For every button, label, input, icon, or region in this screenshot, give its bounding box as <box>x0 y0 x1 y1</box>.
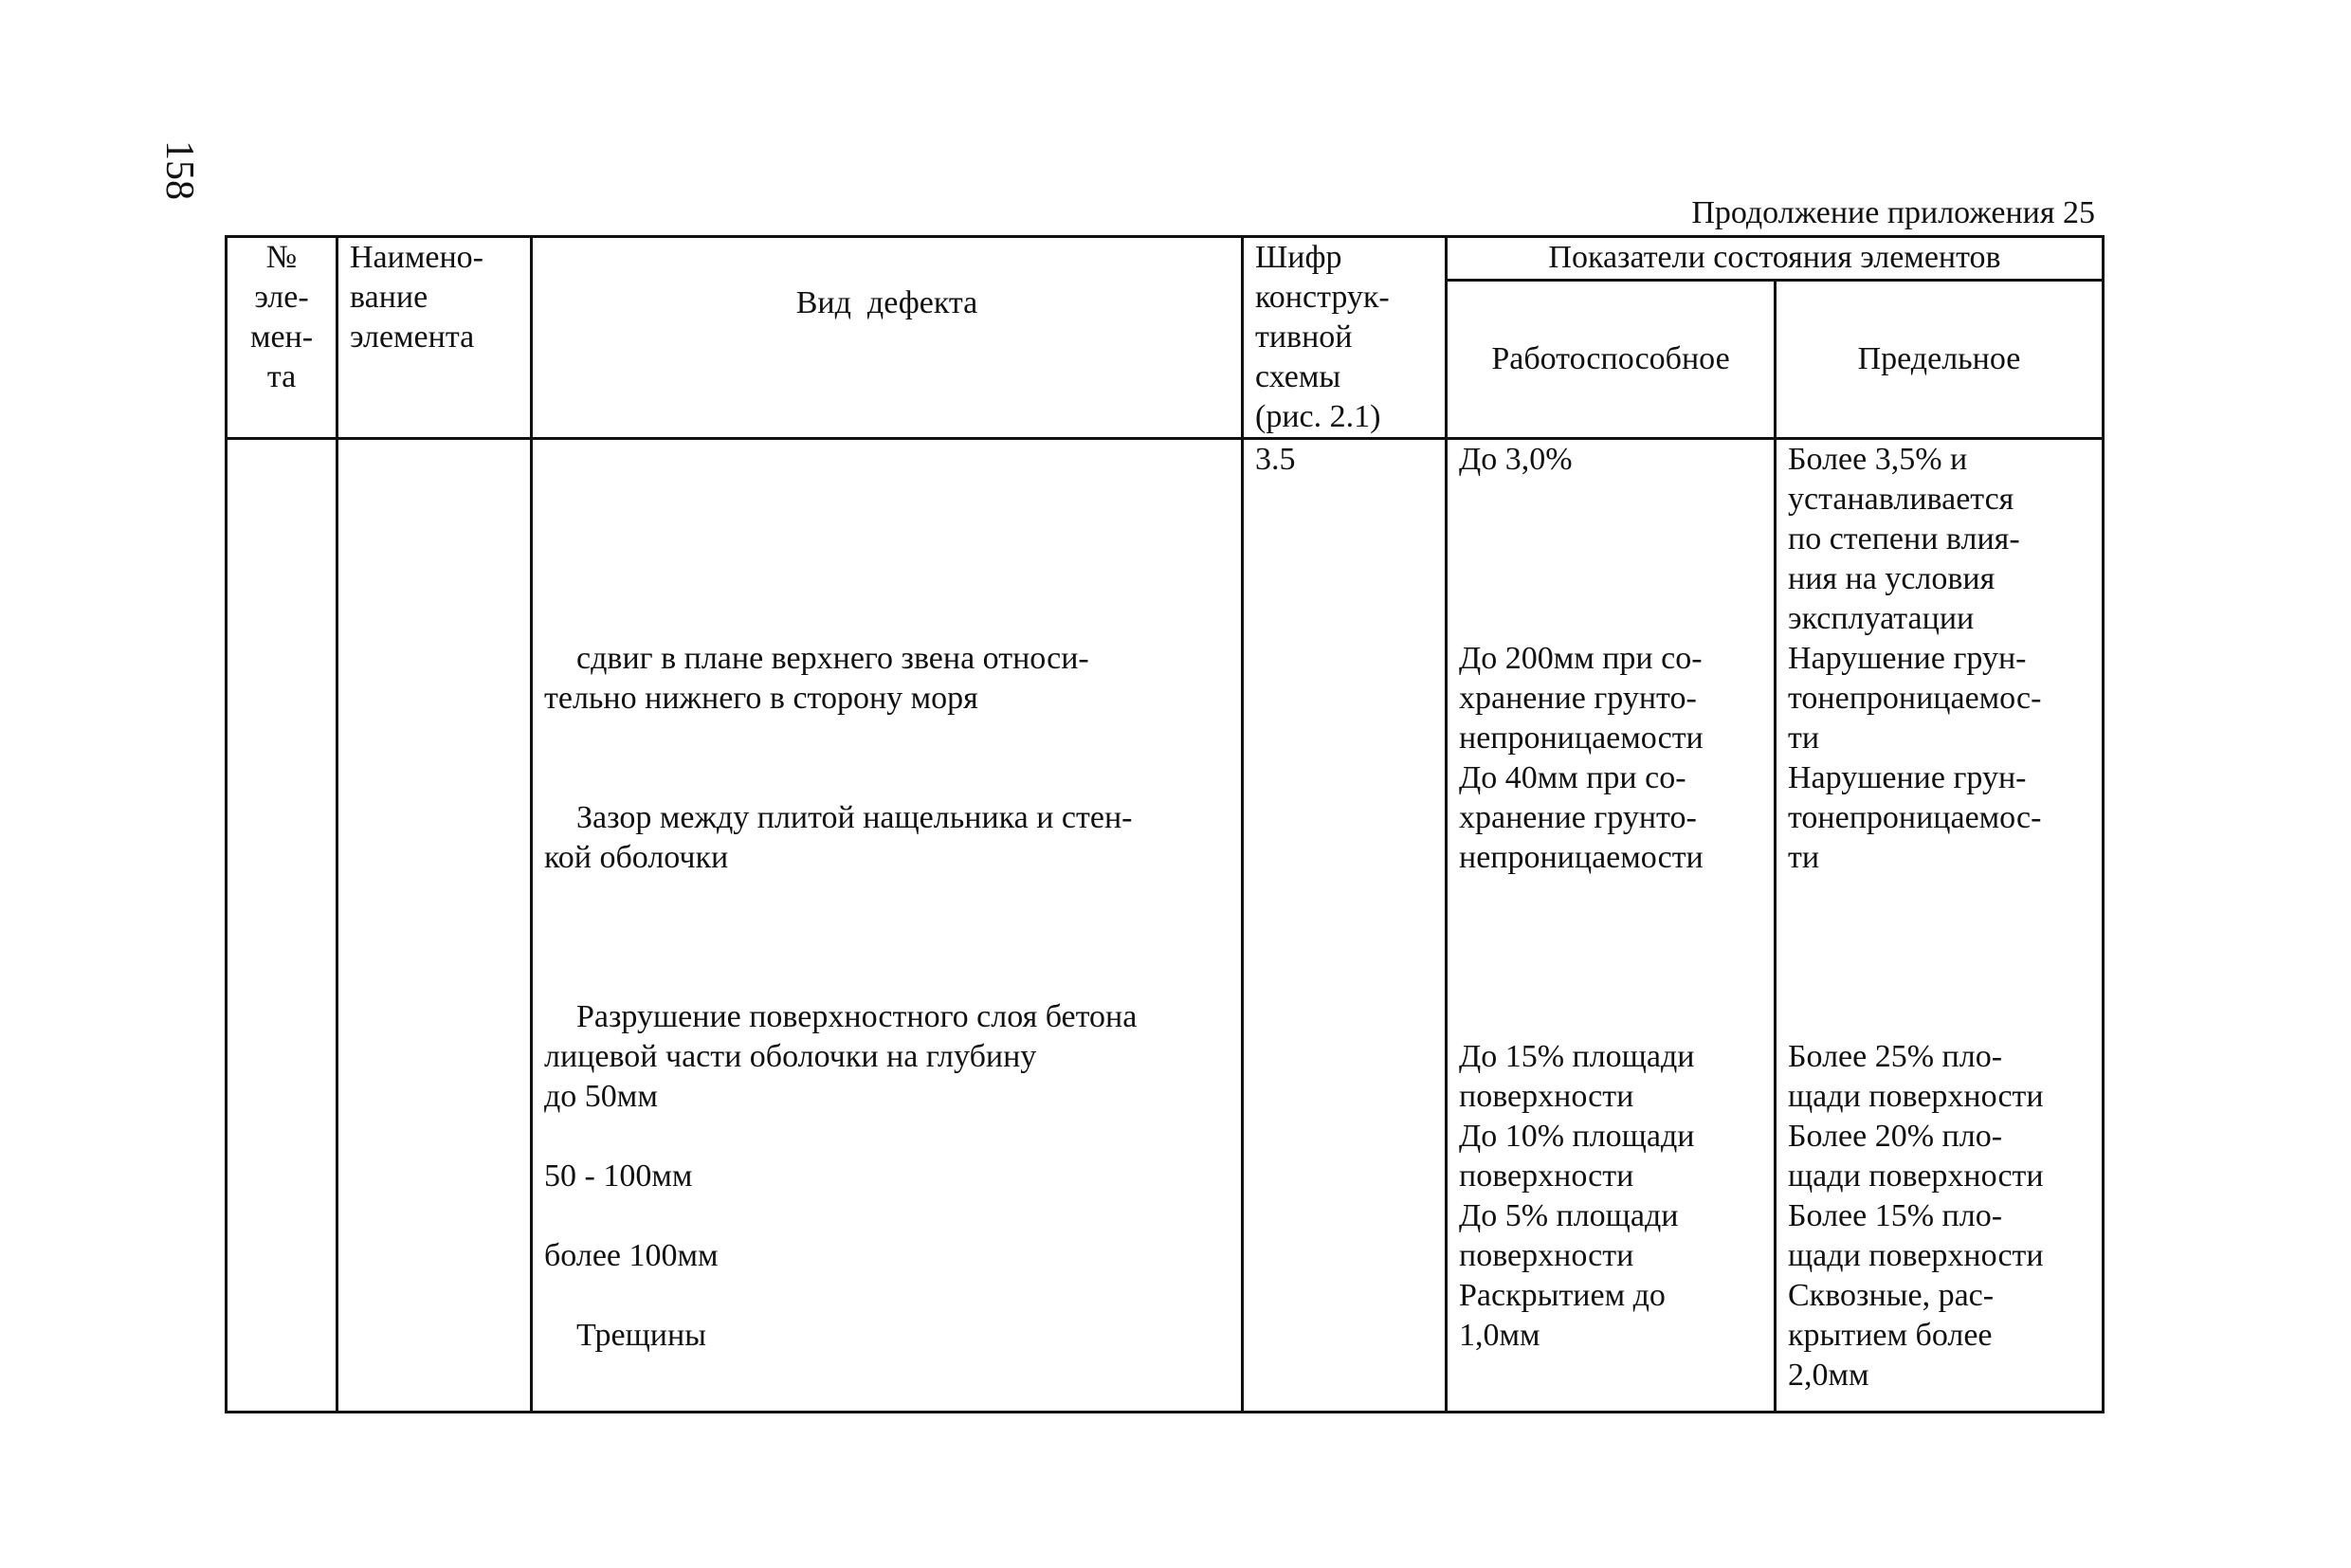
cell-element-name <box>337 439 532 1413</box>
cell-operational: До 3,0% До 200мм при со- хранение грунто- непроницаемости До 40мм при со- хранение грунто- непроницаемости До 15% площади поверхности До 10% площади поверхности До 5% площади поверхности Раскрытием до 1,0мм <box>1447 439 1776 1413</box>
header-defect-type: Вид дефекта <box>532 237 1243 439</box>
cell-element-no <box>227 439 337 1413</box>
appendix-continuation-label: Продолжение приложения 25 <box>1691 195 2095 230</box>
header-limit: Предельное <box>1776 281 2104 439</box>
header-scheme-code: Шифр конструк- тивной схемы (рис. 2.1) <box>1243 237 1447 439</box>
header-element-no: № эле- мен- та <box>227 237 337 439</box>
header-condition-indicators: Показатели состояния элементов <box>1447 237 2104 281</box>
header-element-name: Наимено- вание элемента <box>337 237 532 439</box>
cell-scheme-code: 3.5 <box>1243 439 1447 1413</box>
cell-limit: Более 3,5% и устанавливается по степени влия- ния на условия эксплуатации Нарушение грун- тонепроницаемос- ти Нарушение грун- тонепроницаемос- ти Более 25% пло- щади поверхности Более 20% пло- щади поверхности Более 15% пло- щади поверхности Сквозные, рас- крытием более 2,0мм <box>1776 439 2104 1413</box>
page-number: 158 <box>157 140 201 200</box>
defect-table <box>225 235 2105 1413</box>
cell-defect-type: сдвиг в плане верхнего звена относи- тельно нижнего в сторону моря Зазор между плитой нащельника и стен- кой оболочки Разрушение поверхностного слоя бетона лицевой части оболочки на глубину до 50мм 50 - 100мм более 100мм Трещины <box>532 439 1243 1413</box>
header-operational: Работоспособное <box>1447 281 1776 439</box>
